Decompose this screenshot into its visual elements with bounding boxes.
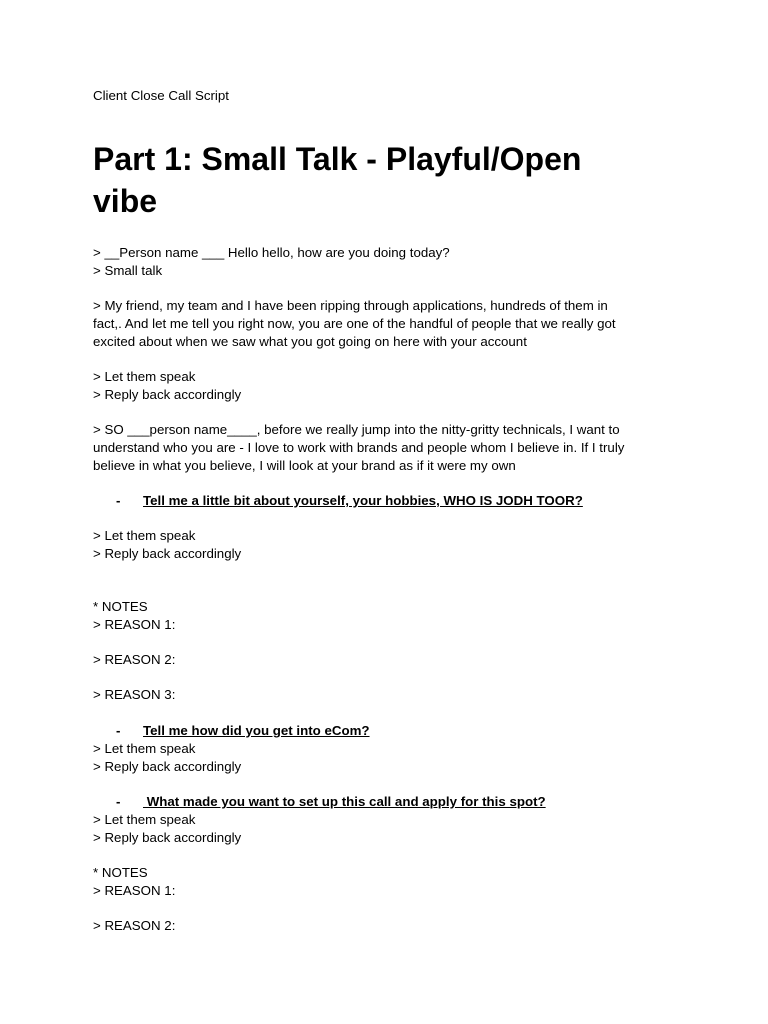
- script-line: > Reply back accordingly: [93, 759, 242, 774]
- reason-line: > REASON 1:: [93, 883, 176, 898]
- bullet-marker: -: [116, 723, 121, 738]
- notes-label: * NOTES: [93, 865, 148, 880]
- script-line: believe in what you believe, I will look at your brand as if it were my own: [93, 458, 516, 473]
- script-line: > Let them speak: [93, 528, 196, 543]
- question-bullet: [116, 722, 370, 740]
- script-line: > Reply back accordingly: [93, 830, 242, 845]
- reason-line: > REASON 1:: [93, 617, 176, 632]
- script-line: > Let them speak: [93, 741, 196, 756]
- question-text: What made you want to set up this call and apply for this spot?: [143, 794, 546, 809]
- question-text: Tell me a little bit about yourself, your hobbies, WHO IS JODH TOOR?: [143, 493, 583, 508]
- question-bullet: [116, 793, 546, 811]
- question-bullet: [116, 492, 583, 510]
- script-line: > Let them speak: [93, 369, 196, 384]
- bullet-marker: -: [116, 493, 121, 508]
- script-line: > SO ___person name____, before we really jump into the nitty-gritty technicals, I want to: [93, 422, 620, 437]
- bullet-marker: -: [116, 794, 121, 809]
- script-line: > Reply back accordingly: [93, 387, 242, 402]
- notes-label: * NOTES: [93, 599, 148, 614]
- heading-line-2: vibe: [93, 183, 158, 219]
- script-line: understand who you are - I love to work with brands and people whom I believe in. If I truly: [93, 440, 625, 455]
- document-title: Client Close Call Script: [93, 88, 229, 103]
- section-heading: [93, 138, 693, 222]
- question-text: Tell me how did you get into eCom?: [143, 723, 370, 738]
- script-line: > Small talk: [93, 263, 163, 278]
- script-line: fact,. And let me tell you right now, you are one of the handful of people that we really got: [93, 316, 616, 331]
- script-line: > Reply back accordingly: [93, 546, 242, 561]
- script-line: excited about when we saw what you got going on here with your account: [93, 334, 527, 349]
- heading-line-1: Part 1: Small Talk - Playful/Open: [93, 141, 582, 177]
- reason-line: > REASON 2:: [93, 918, 176, 933]
- reason-line: > REASON 2:: [93, 652, 176, 667]
- script-line: > __Person name ___ Hello hello, how are you doing today?: [93, 245, 450, 260]
- script-line: > Let them speak: [93, 812, 196, 827]
- script-line: > My friend, my team and I have been ripping through applications, hundreds of them in: [93, 298, 608, 313]
- reason-line: > REASON 3:: [93, 687, 176, 702]
